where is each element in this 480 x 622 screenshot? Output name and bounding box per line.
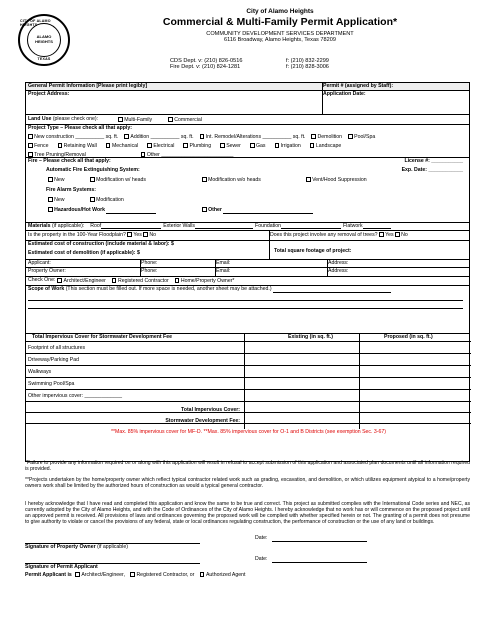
option-label: Gas	[256, 143, 266, 150]
floodplain-question: Is the property in the 100-Year Floodplain?	[28, 232, 126, 239]
city-name: City of Alamo Heights	[246, 8, 314, 15]
checkbox[interactable]	[395, 232, 400, 237]
city-seal	[18, 14, 70, 66]
permit-number-label[interactable]: Permit # (assigned by Staff):	[323, 83, 394, 89]
role-contractor-label: Registered Contractor, or	[136, 572, 195, 579]
option-label: Addition __________ sq. ft.	[130, 134, 194, 141]
land-use-row	[26, 115, 469, 125]
role-architect[interactable]	[57, 278, 105, 285]
fire-block	[26, 158, 469, 223]
pt-mechanical[interactable]	[106, 143, 138, 150]
fire-ext-mod-no-heads[interactable]	[202, 177, 306, 184]
seal-center	[27, 23, 61, 57]
pt-pool[interactable]	[348, 134, 375, 141]
option-label: Other _________________________	[146, 152, 234, 159]
divider	[359, 334, 360, 429]
option-label: New construction __________ sq. ft.	[34, 134, 119, 141]
checkbox[interactable]	[118, 117, 123, 122]
owner-signature-label: Signature of Property Owner	[25, 544, 96, 550]
fire-ext-new[interactable]	[48, 177, 90, 184]
option-label: Modification w/ heads	[96, 177, 146, 184]
checkbox[interactable]	[200, 134, 205, 139]
option-label: Irrigation	[280, 143, 301, 150]
floodplain-no: No	[149, 232, 157, 239]
checkbox[interactable]	[275, 143, 280, 148]
role-agent-label: Authorized Agent	[205, 572, 246, 579]
divider	[269, 231, 270, 241]
department-name: COMMUNITY DEVELOPMENT SERVICES DEPARTMENT	[206, 30, 354, 37]
floodplain-row	[26, 231, 469, 241]
fire-other[interactable]	[202, 207, 313, 214]
scope-label: Scope of Work	[28, 286, 65, 292]
fire-alarm-options	[28, 197, 467, 204]
contact-block	[170, 58, 329, 71]
total-impervious-label: Total Impervious Cover:	[181, 407, 240, 413]
role-architect-label: Architect/Engineer,	[81, 572, 125, 579]
option-label: Sewer	[226, 143, 241, 150]
note-acknowledgement: I hereby acknowledge that I have read and completed this application and know the same to be true and correct. This project as submitted complies with the International Code series and NEC, as currently adopted by the City of Alamo Heights, and with the Code of Ordinances of the City of Alamo Heights. I hereby acknowledge that no work has or will commence on the proposed project until an approved permit is received. All provisions of laws and ordinances governing the proposed work will be complied with whether specified herein or not. The granting of a permit does not presume to give authority to violate or cancel the provisions of any federal, state or local ordinances regulating construction, the performance of construction or the use of any land or buildings.	[25, 501, 470, 525]
permit-form	[25, 82, 470, 462]
pt-electrical[interactable]	[147, 143, 174, 150]
blank-line	[106, 209, 156, 214]
check-one-label: Check One:	[28, 277, 56, 283]
checkbox[interactable]	[57, 278, 62, 283]
checkbox[interactable]	[143, 232, 148, 237]
check-one-row	[26, 277, 469, 286]
option-label: Hazardous/Hot Work	[54, 207, 106, 214]
pt-sewer[interactable]	[220, 143, 241, 150]
land-use-hint: (please check one):	[52, 116, 99, 122]
checkbox[interactable]	[48, 177, 53, 182]
demolition-cost-field[interactable]: Estimated cost of demolition (if applicable): $	[28, 249, 140, 256]
divider	[215, 260, 216, 277]
pt-demolition[interactable]	[311, 134, 342, 141]
role-owner[interactable]	[175, 278, 235, 285]
impervious-row	[26, 378, 471, 390]
checkbox[interactable]	[183, 143, 188, 148]
exterior-line[interactable]	[195, 224, 253, 229]
checkbox[interactable]	[48, 207, 53, 212]
checkbox[interactable]	[90, 177, 95, 182]
impervious-row-label: Driveway/Parking Pad	[28, 357, 80, 363]
checkbox[interactable]	[28, 134, 33, 139]
checkbox[interactable]	[202, 207, 207, 212]
blank-line	[223, 209, 313, 214]
divider	[244, 334, 245, 429]
impervious-fee-row	[26, 413, 471, 424]
impervious-row-label: Footprint of all structures	[28, 345, 86, 351]
pt-remodel[interactable]	[200, 134, 306, 141]
scope-hint: (This section must be filled out. If more space is needed, another sheet may be attached.)	[65, 286, 272, 292]
option-label: Other	[208, 207, 222, 214]
general-info-row	[26, 83, 469, 91]
fire-ext-options	[28, 177, 467, 184]
project-address-field[interactable]: Project Address:	[28, 91, 70, 97]
option-label: Plumbing	[189, 143, 212, 150]
land-use-multifamily[interactable]	[118, 117, 152, 124]
checkbox[interactable]	[112, 278, 117, 283]
application-date-field[interactable]: Application Date:	[323, 91, 366, 97]
divider	[140, 260, 141, 277]
option-label: Int. Remodel/Alterations __________ sq. ft.	[205, 134, 306, 141]
seal-center-text: ALAMO HEIGHTS	[35, 34, 53, 44]
option-label: New	[54, 177, 65, 184]
applicant-email[interactable]: Email:	[216, 260, 231, 266]
owner-field[interactable]: Property Owner:	[28, 268, 66, 274]
applicant-date-label: Date:	[255, 556, 268, 562]
fire-extinguishing-label: Automatic Fire Extinguishing System:	[46, 166, 140, 173]
owner-date-label: Date:	[255, 535, 268, 541]
impervious-title: Total Impervious Cover for Stormwater Development Fee	[32, 334, 172, 340]
existing-header: Existing (in sq. ft.)	[288, 334, 333, 340]
tree-no: No	[401, 232, 408, 239]
materials-hint: (if applicable):	[51, 223, 85, 229]
option-label: Architect/Engineer	[63, 278, 106, 285]
checkbox[interactable]	[106, 143, 111, 148]
materials-label: Materials	[28, 223, 51, 229]
applicant-address[interactable]: Address:	[328, 260, 349, 266]
exp-date-field[interactable]: Exp. Date: ____________	[401, 166, 463, 173]
roof-line[interactable]	[101, 224, 161, 229]
materials-foundation: Foundation	[255, 223, 281, 229]
project-type-label: Project Type – Please check all that apply:	[28, 125, 132, 131]
fire-other-options	[28, 207, 467, 214]
fire-fax: f: (210) 828-3006	[286, 64, 329, 71]
project-type-row2	[28, 143, 467, 150]
applicant-field[interactable]: Applicant:	[28, 260, 51, 266]
impervious-row-label: Walkways	[28, 369, 52, 375]
pt-irrigation[interactable]	[275, 143, 301, 150]
option-label: Modification w/o heads	[208, 177, 261, 184]
checkbox[interactable]	[147, 143, 152, 148]
role-contractor[interactable]	[112, 278, 169, 285]
option-label: Mechanical	[111, 143, 139, 150]
owner-address[interactable]: Address:	[328, 268, 349, 274]
stormwater-fee-label: Stormwater Development Fee:	[165, 418, 240, 424]
checkbox[interactable]	[124, 134, 129, 139]
applicant-date-line[interactable]	[272, 562, 367, 563]
land-use-commercial[interactable]	[168, 117, 202, 124]
checkbox[interactable]	[220, 143, 225, 148]
foundation-line[interactable]	[281, 224, 341, 229]
fire-phone: Fire Dept. v: (210) 824-1281	[170, 64, 241, 71]
owner-email[interactable]: Email:	[216, 268, 231, 274]
applicant-phone[interactable]: Phone:	[141, 260, 158, 266]
divider	[322, 83, 323, 115]
option-label: Registered Contractor	[117, 278, 169, 285]
option-label: Landscape	[315, 143, 342, 150]
checkbox[interactable]	[28, 143, 33, 148]
checkbox[interactable]	[141, 152, 146, 157]
impervious-row	[26, 390, 471, 402]
option-label: Tree Pruning/Removal	[34, 152, 86, 159]
tree-yes: Yes	[385, 232, 394, 239]
option-label: Pool/Spa	[354, 134, 376, 141]
note-failure: *Failure to provide any information required on or along with this application will result in refusal to accept submission of this application and associated plan documents until all information required is provided.	[25, 460, 470, 472]
general-info-label: General Permit Information [Please print legibly]	[28, 83, 148, 89]
impervious-row-label: Swimming Pool/Spa	[28, 381, 75, 387]
checkbox[interactable]	[202, 177, 207, 182]
flatwork-line[interactable]	[363, 224, 391, 229]
checkbox[interactable]	[348, 134, 353, 139]
option-label: Multi-Family	[124, 117, 153, 124]
pt-fence[interactable]	[28, 143, 49, 150]
department-address: 6116 Broadway, Alamo Heights, Texas 78209	[224, 36, 336, 43]
option-label: Home/Property Owner*	[180, 278, 235, 285]
applicant-role-row	[25, 572, 245, 579]
applicant-row	[26, 260, 469, 268]
impervious-row-label: Other impervious cover: _____________	[28, 393, 123, 399]
option-label: Fence	[34, 143, 49, 150]
tree-question: Does this project involve any removal of trees?	[270, 232, 378, 239]
impervious-row	[26, 354, 471, 366]
sqft-field[interactable]: Total square footage of project:	[274, 248, 352, 254]
tree-question-group	[270, 232, 408, 239]
impervious-header	[26, 334, 471, 342]
pt-addition[interactable]	[124, 134, 193, 141]
scope-line[interactable]	[273, 288, 391, 293]
checkbox[interactable]	[379, 232, 384, 237]
checkbox[interactable]	[130, 572, 135, 577]
seal-bottom-text: TEXAS	[37, 56, 51, 61]
fire-alarm-label: Fire Alarm Systems:	[46, 187, 96, 193]
pt-retaining-wall[interactable]	[58, 143, 97, 150]
applicant-is-label: Permit Applicant is	[25, 572, 72, 579]
project-type-row1	[28, 134, 467, 141]
fire-label: Fire – Please check all that apply:	[28, 158, 111, 164]
checkbox[interactable]	[75, 572, 80, 577]
project-type-block	[26, 125, 469, 158]
option-label: Modification	[96, 197, 124, 204]
floodplain-question-group	[28, 232, 270, 239]
checkbox[interactable]	[90, 197, 95, 202]
pt-new-construction[interactable]	[28, 134, 118, 141]
owner-date-line[interactable]	[272, 541, 367, 542]
checkbox[interactable]	[48, 197, 53, 202]
proposed-header: Proposed (in sq. ft.)	[384, 334, 433, 340]
owner-phone[interactable]: Phone:	[141, 268, 158, 274]
fire-ext-vent-hood[interactable]	[306, 177, 367, 184]
note-owner-work: **Projects undertaken by the home/property owner which reflect typical contractor related work such as grading, excavation, and demolition, or which utilizes equipment atypical to a home/property owners work shall be limited by the authorized hours of construction as would a typical general contractor.	[25, 477, 470, 489]
applicant-signature-label: Signature of Permit Applicant	[25, 564, 98, 570]
checkbox[interactable]	[28, 152, 33, 157]
cds-fax: f: (210) 832-2299	[286, 58, 329, 64]
form-header	[80, 8, 480, 43]
cost-row	[26, 241, 469, 260]
materials-roof: Roof	[90, 223, 102, 229]
fire-hazardous[interactable]	[48, 207, 202, 214]
fire-ext-mod-heads[interactable]	[90, 177, 202, 184]
cds-phone: CDS Dept. v: (210) 826-0516	[170, 58, 243, 64]
checkbox[interactable]	[175, 278, 180, 283]
impervious-row	[26, 366, 471, 378]
owner-row	[26, 268, 469, 277]
checkbox[interactable]	[310, 143, 315, 148]
checkbox[interactable]	[306, 177, 311, 182]
impervious-note: **Max. 85% impervious cover for MF-D. **Max. 85% impervious cover for O-1 and B Districts (see exemption Sec. 3-67)	[110, 429, 387, 435]
checkbox[interactable]	[200, 572, 205, 577]
divider	[327, 260, 328, 277]
pt-plumbing[interactable]	[183, 143, 211, 150]
owner-signature-hint: (if applicable)	[97, 544, 128, 550]
land-use-label: Land Use	[28, 116, 52, 122]
checkbox[interactable]	[250, 143, 255, 148]
floodplain-yes: Yes	[133, 232, 142, 239]
checkbox[interactable]	[168, 117, 173, 122]
option-label: New	[54, 197, 65, 204]
scope-line[interactable]	[28, 304, 463, 309]
checkbox[interactable]	[127, 232, 132, 237]
impervious-row	[26, 342, 471, 354]
checkbox[interactable]	[58, 143, 63, 148]
checkbox[interactable]	[311, 134, 316, 139]
materials-exterior: Exterior Walls	[163, 223, 196, 229]
impervious-total-row	[26, 402, 471, 413]
seal-ring-text: CITY OF ALAMO HEIGHTS	[20, 19, 51, 28]
scope-line[interactable]	[28, 296, 463, 301]
construction-cost-field[interactable]: Estimated cost of construction (include material & labor): $	[28, 241, 174, 247]
option-label: Vent/Hood Suppression	[312, 177, 367, 184]
option-label: Demolition	[317, 134, 343, 141]
divider	[269, 241, 270, 260]
option-label: Retaining Wall	[63, 143, 97, 150]
pt-gas[interactable]	[250, 143, 266, 150]
fire-alarm-new[interactable]	[48, 197, 90, 204]
option-label: Commercial	[174, 117, 202, 124]
fire-alarm-mod[interactable]	[90, 197, 124, 204]
address-row	[26, 91, 469, 115]
materials-flatwork: Flatwork	[343, 223, 363, 229]
form-title: Commercial & Multi-Family Permit Application*	[162, 16, 398, 29]
pt-landscape[interactable]	[310, 143, 341, 150]
scope-block	[26, 286, 469, 334]
option-label: Electrical	[153, 143, 175, 150]
license-field[interactable]: License #: ___________	[404, 158, 463, 164]
materials-row	[26, 223, 469, 231]
